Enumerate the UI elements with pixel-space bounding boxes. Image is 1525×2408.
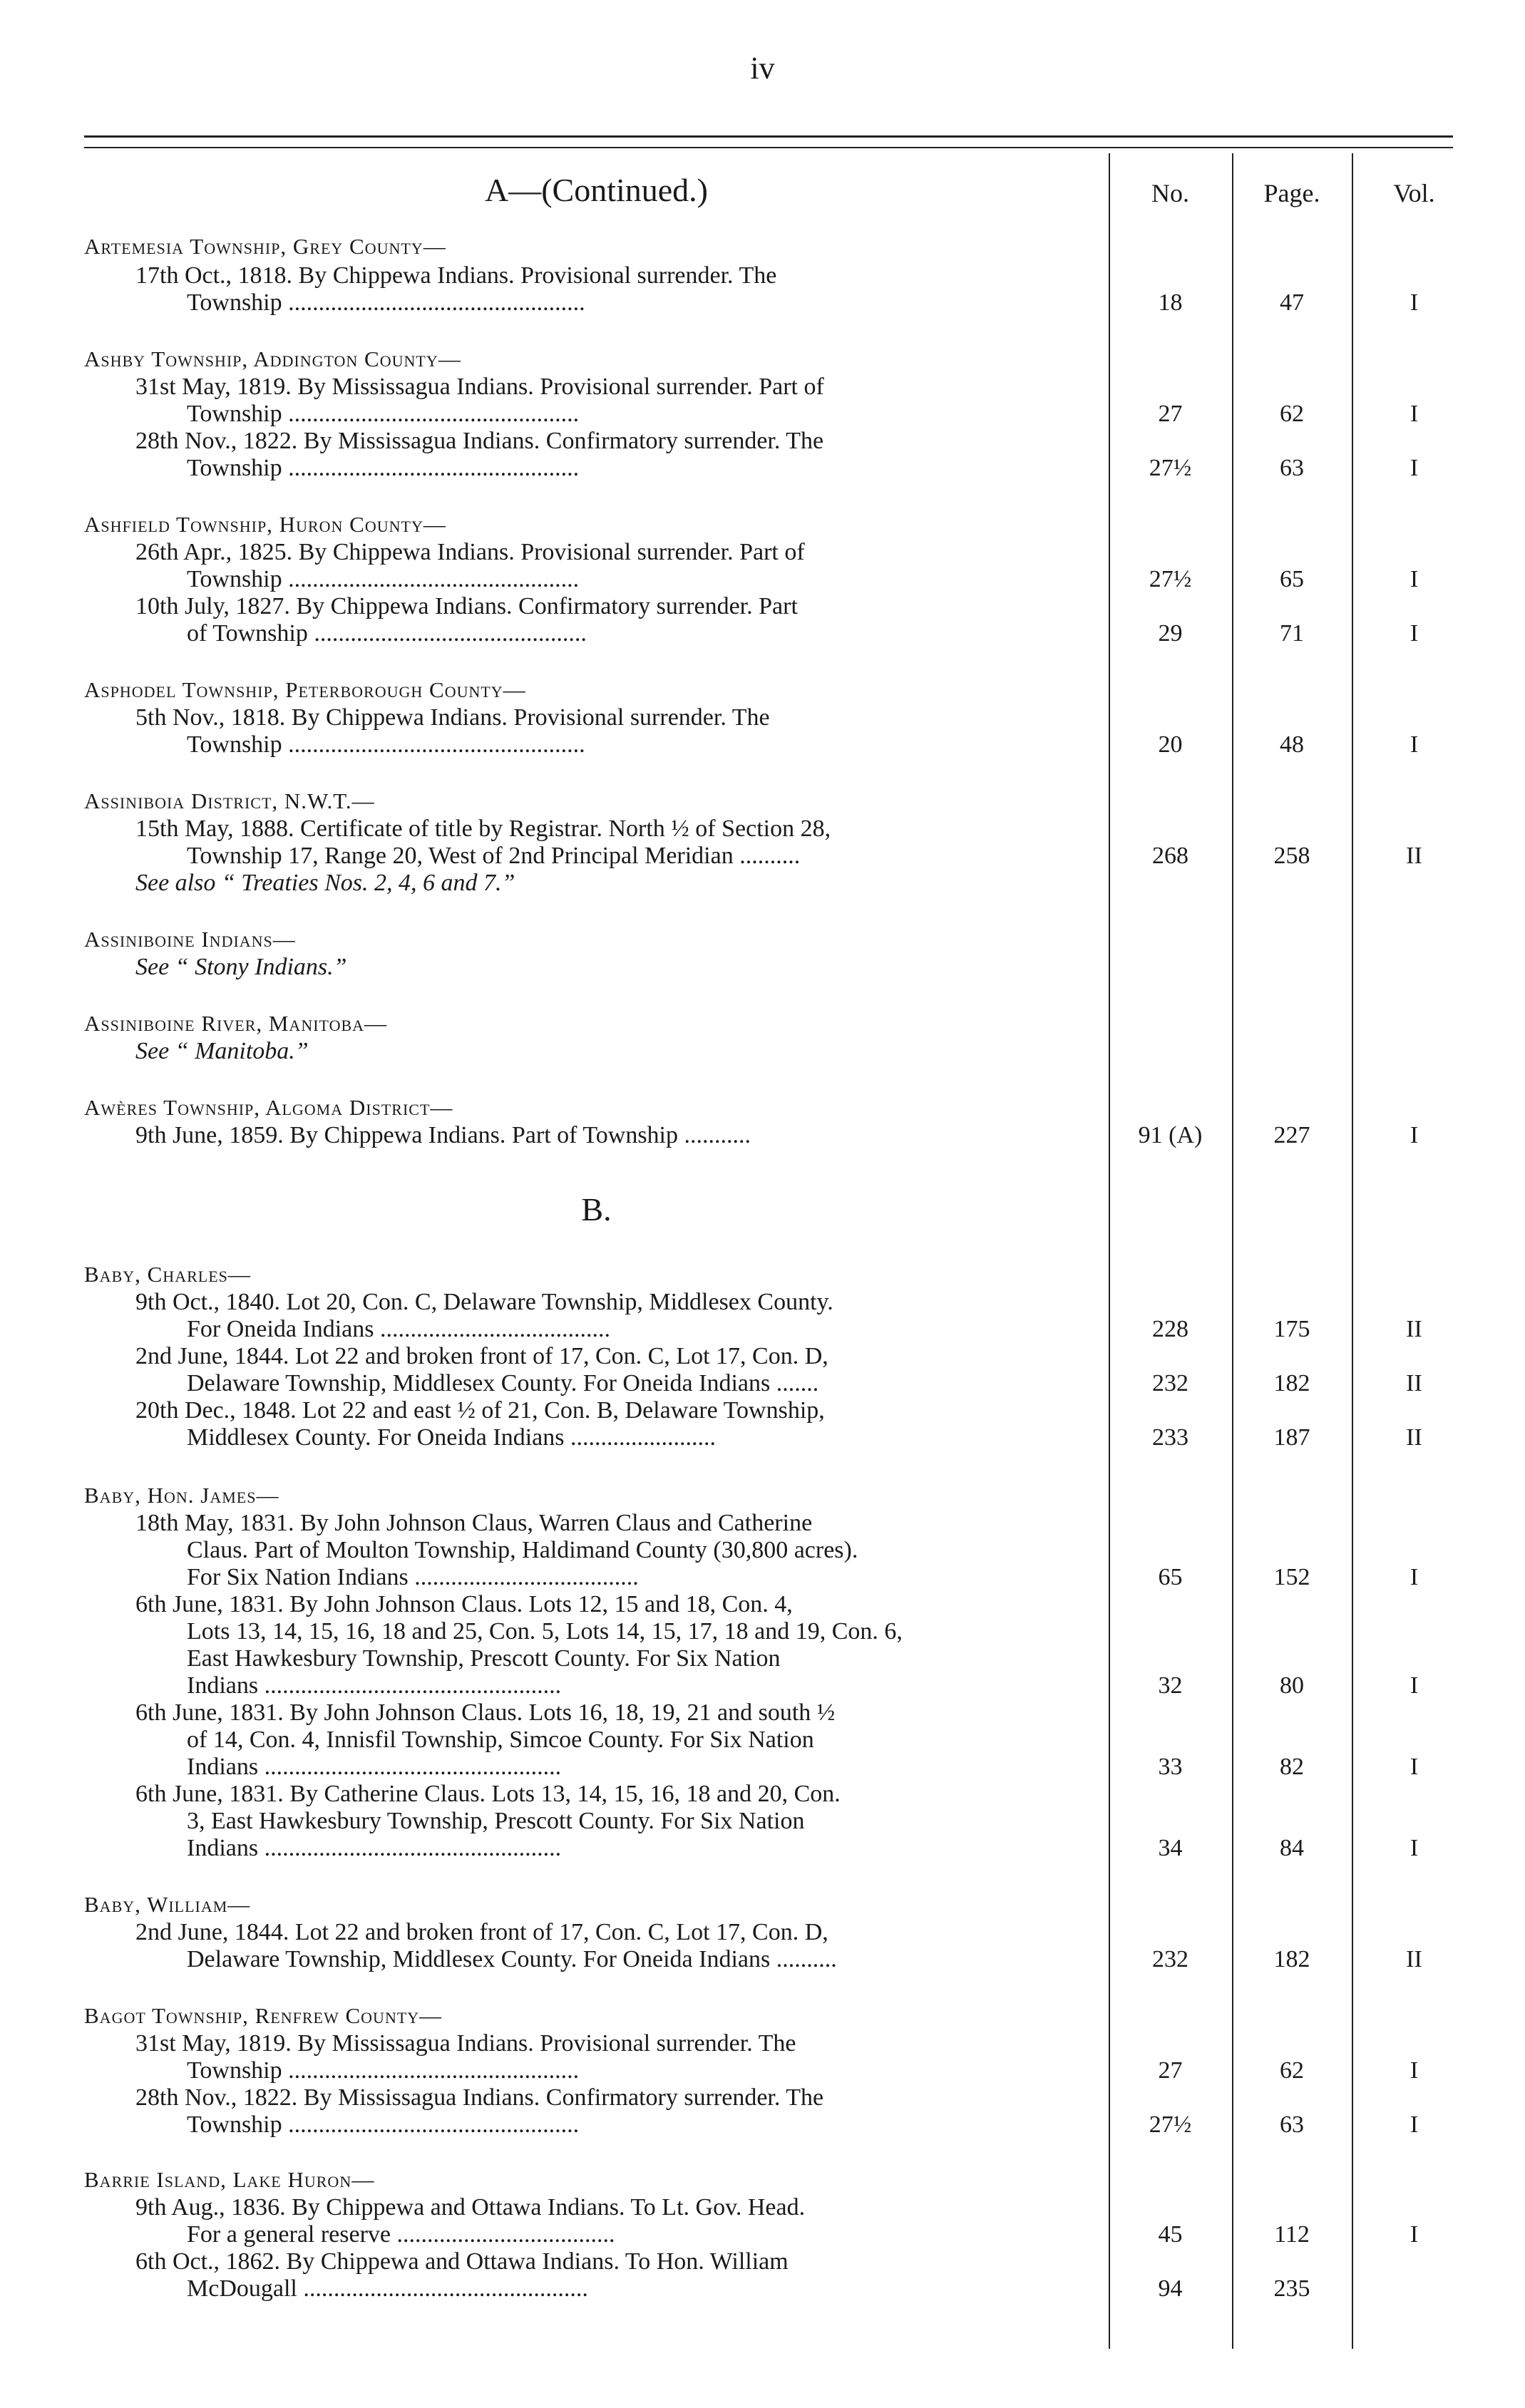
entry-line: 6th June, 1831. By Catherine Claus. Lots 13, 14, 15, 16, 18 and 20, Con. xyxy=(135,1781,841,1807)
entry-line: 2nd June, 1844. Lot 22 and broken front of 17, Con. C, Lot 17, Con. D, xyxy=(135,1919,828,1945)
entry-line: Indians ................................................. xyxy=(187,1754,562,1780)
entry-heading: Ashfield Township, Huron County— xyxy=(84,512,446,537)
column-divider xyxy=(1352,153,1353,2349)
entry-heading: Bagot Township, Renfrew County— xyxy=(84,2003,443,2028)
entry-page: 112 xyxy=(1274,2221,1310,2248)
entry-heading: Awères Township, Algoma District— xyxy=(84,1095,453,1120)
entry-page: 187 xyxy=(1273,1424,1310,1451)
entry-line: Claus. Part of Moulton Township, Haldimand County (30,800 acres). xyxy=(187,1537,858,1563)
entry-line: Township ................................................ xyxy=(187,455,580,481)
entry-no: 232 xyxy=(1152,1946,1188,1972)
entry-line: Lots 13, 14, 15, 16, 18 and 25, Con. 5, Lots 14, 15, 17, 18 and 19, Con. 6, xyxy=(187,1618,903,1645)
entry-line: Indians ................................................. xyxy=(187,1672,562,1699)
entry-vol: I xyxy=(1410,1564,1419,1590)
entry-heading: Assiniboine Indians— xyxy=(84,927,296,952)
entry-no: 32 xyxy=(1158,1672,1183,1699)
entry-vol: I xyxy=(1410,620,1419,647)
entry-page: 62 xyxy=(1280,2057,1304,2084)
entry-line: 31st May, 1819. By Mississagua Indians. Provisional surrender. Part of xyxy=(135,374,824,400)
entry-line: of Township ............................................. xyxy=(187,620,587,647)
entry-line: 2nd June, 1844. Lot 22 and broken front of 17, Con. C, Lot 17, Con. D, xyxy=(135,1343,828,1369)
entry-line: See “ Stony Indians.” xyxy=(135,954,347,980)
entry-no: 232 xyxy=(1152,1370,1188,1396)
entry-line: 9th Oct., 1840. Lot 20, Con. C, Delaware Township, Middlesex County. xyxy=(135,1289,833,1315)
top-rule xyxy=(84,135,1453,138)
entry-page: 80 xyxy=(1280,1672,1304,1699)
entry-vol: I xyxy=(1410,1122,1419,1148)
entry-no: 20 xyxy=(1158,731,1183,758)
entry-no: 18 xyxy=(1158,289,1183,316)
entry-heading: Ashby Township, Addington County— xyxy=(84,346,461,371)
entry-line: See also “ Treaties Nos. 2, 4, 6 and 7.” xyxy=(135,870,515,896)
entry-page: 65 xyxy=(1280,566,1304,592)
entry-no: 65 xyxy=(1158,1564,1183,1590)
entry-vol: I xyxy=(1410,1754,1419,1780)
entry-line: 10th July, 1827. By Chippewa Indians. Confirmatory surrender. Part xyxy=(135,593,798,619)
page-number: iv xyxy=(750,51,775,86)
entry-vol: II xyxy=(1406,1316,1422,1342)
entry-page: 63 xyxy=(1280,455,1304,481)
entry-line: See “ Manitoba.” xyxy=(135,1038,309,1064)
entry-line: 9th June, 1859. By Chippewa Indians. Part of Township ........... xyxy=(135,1122,751,1148)
entry-no: 27½ xyxy=(1149,2111,1192,2138)
entry-page: 258 xyxy=(1273,843,1310,869)
entry-line: 6th Oct., 1862. By Chippewa and Ottawa Indians. To Hon. William xyxy=(135,2248,789,2275)
entry-line: 20th Dec., 1848. Lot 22 and east ½ of 21, Con. B, Delaware Township, xyxy=(135,1397,825,1424)
entry-line: McDougall ............................................... xyxy=(187,2275,588,2302)
entry-page: 82 xyxy=(1280,1754,1304,1780)
entry-page: 63 xyxy=(1280,2111,1304,2138)
entry-page: 48 xyxy=(1280,731,1304,758)
entry-page: 71 xyxy=(1280,620,1304,647)
entry-heading: Baby, Hon. James— xyxy=(84,1483,279,1508)
entry-line: 6th June, 1831. By John Johnson Claus. Lots 12, 15 and 18, Con. 4, xyxy=(135,1591,793,1617)
entry-line: Township ................................................ xyxy=(187,2057,580,2084)
entry-page: 84 xyxy=(1280,1835,1304,1861)
entry-line: 5th Nov., 1818. By Chippewa Indians. Provisional surrender. The xyxy=(135,704,770,731)
entry-page: 47 xyxy=(1280,289,1304,316)
entry-line: 26th Apr., 1825. By Chippewa Indians. Provisional surrender. Part of xyxy=(135,539,805,565)
entry-line: For a general reserve .................................... xyxy=(187,2221,615,2248)
entry-line: 3, East Hawkesbury Township, Prescott County. For Six Nation xyxy=(187,1808,805,1834)
entry-line: Township ................................................ xyxy=(187,566,580,592)
entry-heading: Assiniboine River, Manitoba— xyxy=(84,1011,388,1036)
entry-page: 175 xyxy=(1273,1316,1310,1342)
section-title-a: A—(Continued.) xyxy=(484,172,708,208)
entry-no: 27½ xyxy=(1149,455,1192,481)
entry-line: 9th Aug., 1836. By Chippewa and Ottawa Indians. To Lt. Gov. Head. xyxy=(135,2194,806,2221)
entry-line: Township ................................................. xyxy=(187,289,585,316)
column-header-no: No. xyxy=(1151,179,1189,207)
entry-vol: I xyxy=(1410,2057,1419,2084)
entry-heading: Baby, William— xyxy=(84,1892,251,1917)
entry-vol: I xyxy=(1410,2221,1419,2248)
entry-vol: I xyxy=(1410,401,1419,427)
entry-line: Indians ................................................. xyxy=(187,1835,562,1861)
entry-vol: II xyxy=(1406,1946,1422,1972)
entry-page: 182 xyxy=(1273,1946,1310,1972)
entry-no: 45 xyxy=(1158,2221,1183,2248)
entry-line: Delaware Township, Middlesex County. For Oneida Indians .......... xyxy=(187,1946,837,1972)
entry-line: Township 17, Range 20, West of 2nd Principal Meridian .......... xyxy=(187,843,801,869)
entry-heading: Asphodel Township, Peterborough County— xyxy=(84,677,526,702)
entry-line: East Hawkesbury Township, Prescott County. For Six Nation xyxy=(187,1645,781,1672)
entry-no: 27 xyxy=(1158,2057,1183,2084)
entry-page: 227 xyxy=(1273,1122,1310,1148)
entry-no: 27 xyxy=(1158,401,1183,427)
entry-no: 233 xyxy=(1152,1424,1188,1451)
column-header-page: Page. xyxy=(1263,179,1320,207)
entry-vol: I xyxy=(1410,1672,1419,1699)
entry-line: of 14, Con. 4, Innisfil Township, Simcoe County. For Six Nation xyxy=(187,1727,814,1753)
entry-vol: II xyxy=(1406,1370,1422,1396)
entry-no: 29 xyxy=(1158,620,1183,647)
entry-heading: Baby, Charles— xyxy=(84,1262,251,1287)
entry-page: 62 xyxy=(1280,401,1304,427)
entry-line: 15th May, 1888. Certificate of title by Registrar. North ½ of Section 28, xyxy=(135,815,831,842)
entry-line: 28th Nov., 1822. By Mississagua Indians. Confirmatory surrender. The xyxy=(135,428,824,454)
entry-page: 152 xyxy=(1273,1564,1310,1590)
entry-line: 6th June, 1831. By John Johnson Claus. Lots 16, 18, 19, 21 and south ½ xyxy=(135,1699,836,1726)
entry-vol: I xyxy=(1410,566,1419,592)
top-rule-thin xyxy=(84,147,1453,148)
entry-vol: I xyxy=(1410,1835,1419,1861)
section-title-b: B. xyxy=(581,1191,612,1228)
entry-line: 31st May, 1819. By Mississagua Indians. Provisional surrender. The xyxy=(135,2030,796,2057)
entry-no: 228 xyxy=(1152,1316,1188,1342)
entry-line: Middlesex County. For Oneida Indians ........................ xyxy=(187,1424,716,1451)
entry-no: 94 xyxy=(1158,2275,1183,2302)
entry-line: Township ................................................. xyxy=(187,731,585,758)
entry-heading: Assiniboia District, N.W.T.— xyxy=(84,788,375,813)
entry-line: Township ................................................ xyxy=(187,2111,580,2138)
entry-heading: Barrie Island, Lake Huron— xyxy=(84,2167,375,2192)
entry-line: For Six Nation Indians ..................................... xyxy=(187,1564,639,1590)
entry-page: 182 xyxy=(1273,1370,1310,1396)
column-divider xyxy=(1109,153,1110,2349)
entry-page: 235 xyxy=(1273,2275,1310,2302)
entry-vol: I xyxy=(1410,289,1419,316)
entry-line: Township ................................................ xyxy=(187,401,580,427)
entry-line: 17th Oct., 1818. By Chippewa Indians. Provisional surrender. The xyxy=(135,262,777,289)
entry-line: 18th May, 1831. By John Johnson Claus, Warren Claus and Catherine xyxy=(135,1510,813,1536)
entry-no: 27½ xyxy=(1149,566,1192,592)
entry-line: 28th Nov., 1822. By Mississagua Indians. Confirmatory surrender. The xyxy=(135,2084,824,2111)
column-header-vol: Vol. xyxy=(1393,179,1435,207)
entry-line: Delaware Township, Middlesex County. For Oneida Indians ....... xyxy=(187,1370,819,1396)
entry-no: 91 (A) xyxy=(1138,1122,1203,1148)
entry-vol: I xyxy=(1410,2111,1419,2138)
entry-no: 33 xyxy=(1158,1754,1183,1780)
entry-vol: II xyxy=(1406,843,1422,869)
entry-no: 268 xyxy=(1152,843,1188,869)
entry-vol: II xyxy=(1406,1424,1422,1451)
column-divider xyxy=(1232,153,1233,2349)
entry-vol: I xyxy=(1410,731,1419,758)
entry-line: For Oneida Indians ...................................... xyxy=(187,1316,611,1342)
entry-vol: I xyxy=(1410,455,1419,481)
entry-heading: Artemesia Township, Grey County— xyxy=(84,234,446,259)
entry-no: 34 xyxy=(1158,1835,1183,1861)
